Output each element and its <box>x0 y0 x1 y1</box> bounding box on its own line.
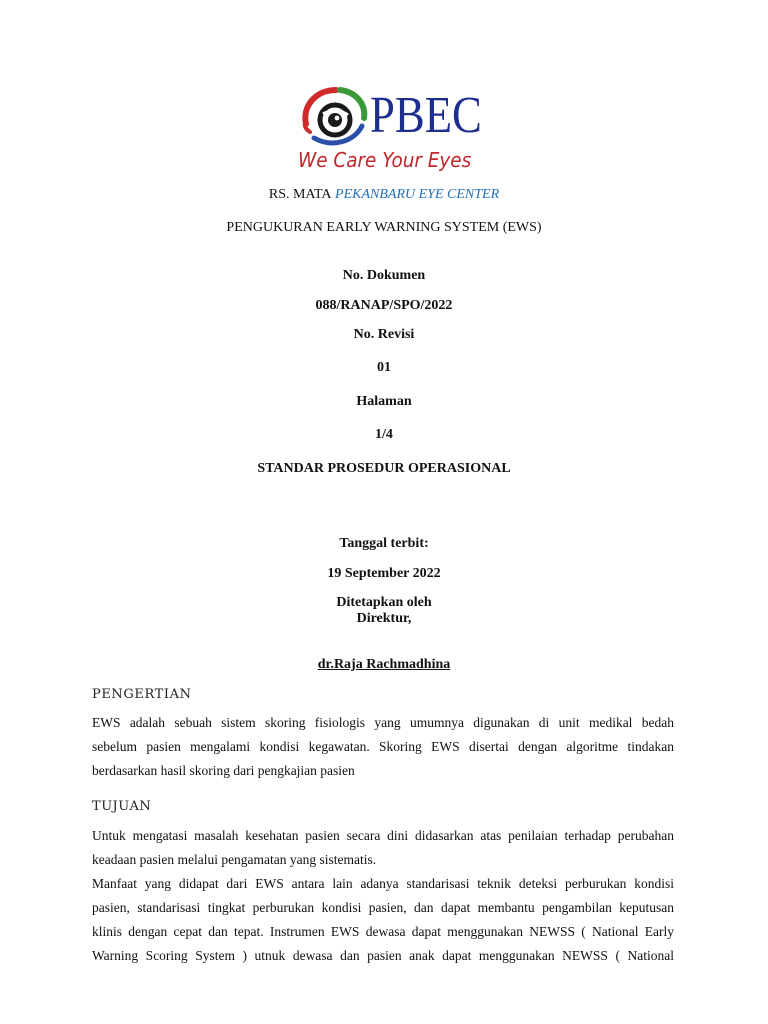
tujuan-line: Warning Scoring System ) utnuk dewasa dan pasien anak dapat menggunakan NEWSS ( National <box>92 948 674 963</box>
revision-label: No. Revisi <box>353 327 415 342</box>
section-heading-pengertian: PENGERTIAN <box>92 687 192 702</box>
tujuan-line: Untuk mengatasi masalah kesehatan pasien secara dini didasarkan atas penilaian terhadap perubahan <box>92 828 674 843</box>
approver-title: Direktur, <box>356 611 412 626</box>
tujuan-line: keadaan pasien melalui pengamatan yang sistematis. <box>92 852 377 867</box>
pengertian-line: berdasarkan hasil skoring dari pengkajian pasien <box>92 763 355 778</box>
tujuan-line: klinis dengan cepat dan tepat. Instrumen EWS dewasa dapat menggunakan NEWSS ( National Early <box>92 924 674 939</box>
revision-value: 01 <box>377 360 391 375</box>
page-label: Halaman <box>356 394 412 409</box>
issue-date-label: Tanggal terbit: <box>339 536 429 551</box>
pengertian-line: EWS adalah sebuah sistem skoring fisiologis yang umumnya digunakan di unit medikal bedah <box>92 715 674 730</box>
hospital-name <box>0 186 768 203</box>
section-heading-tujuan: TUJUAN <box>92 799 152 814</box>
tujuan-line: Manfaat yang didapat dari EWS antara lain adanya standarisasi teknik deteksi perburukan kondisi <box>92 876 674 891</box>
doc-type: STANDAR PROSEDUR OPERASIONAL <box>257 461 511 476</box>
issue-date-value: 19 September 2022 <box>327 566 441 581</box>
pengertian-line: sebelum pasien mengalami kondisi kegawatan. Skoring EWS disertai dengan algoritme tindakan <box>92 739 674 754</box>
pengertian-paragraph <box>92 711 674 783</box>
eye-logo-icon <box>296 84 370 150</box>
hospital-name-accent: PEKANBARU EYE CENTER <box>335 187 500 202</box>
logo-tagline: We Care Your Eyes <box>298 148 472 172</box>
pbec-logo <box>296 84 482 176</box>
approver-name-text: dr.Raja Rachmadhina <box>317 657 451 672</box>
approved-by-label: Ditetapkan oleh <box>336 595 432 610</box>
doc-number-value: 088/RANAP/SPO/2022 <box>315 298 453 313</box>
tujuan-paragraph <box>92 824 674 968</box>
logo-wordmark: PBEC <box>370 87 482 144</box>
approver-name <box>0 656 768 673</box>
page-value: 1/4 <box>375 427 393 442</box>
hospital-prefix: RS. MATA <box>268 187 332 202</box>
tujuan-line: pasien, standarisasi tingkat perburukan kondisi pasien, dan dapat membantu pengambilan keputusan <box>92 900 674 915</box>
doc-number-label: No. Dokumen <box>342 268 426 283</box>
document-title: PENGUKURAN EARLY WARNING SYSTEM (EWS) <box>226 220 542 235</box>
